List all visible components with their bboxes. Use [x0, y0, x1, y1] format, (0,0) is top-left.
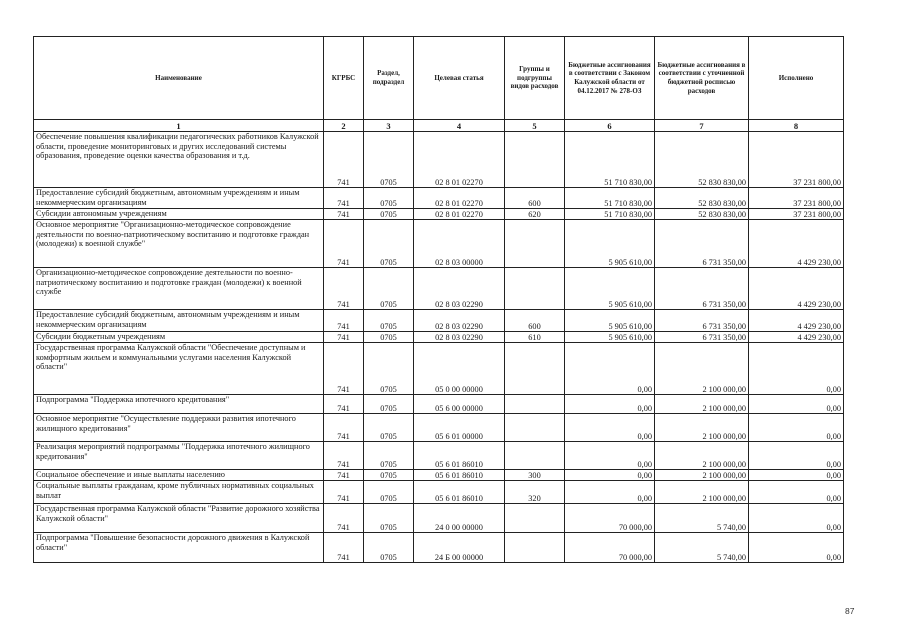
budget-execution-table: [33, 36, 844, 563]
row-budget-refined: 5 740,00: [655, 533, 749, 563]
row-budget-law: 5 905 610,00: [565, 220, 655, 268]
row-executed: 4 429 230,00: [749, 332, 844, 343]
row-section: 0705: [364, 470, 414, 481]
col-header-kgrbs: КГРБС: [324, 37, 364, 120]
row-budget-law: 0,00: [565, 442, 655, 470]
row-executed: 0,00: [749, 481, 844, 504]
row-section: 0705: [364, 343, 414, 395]
row-section: 0705: [364, 310, 414, 332]
table-row: [34, 332, 844, 343]
col-header-section: Раздел, подраздел: [364, 37, 414, 120]
row-budget-law: 5 905 610,00: [565, 332, 655, 343]
row-executed: 0,00: [749, 504, 844, 533]
row-target-article: 24 Б 00 00000: [414, 533, 505, 563]
table-row: [34, 442, 844, 470]
row-target-article: 05 6 01 86010: [414, 442, 505, 470]
column-number: 8: [749, 120, 844, 132]
row-name: Подпрограмма "Повышение безопасности дорожного движения в Калужской области": [34, 533, 324, 563]
row-budget-law: 70 000,00: [565, 533, 655, 563]
col-header-executed: Исполнено: [749, 37, 844, 120]
row-expense-group: [505, 533, 565, 563]
row-target-article: 05 6 00 00000: [414, 395, 505, 414]
row-kgrbs: 741: [324, 414, 364, 442]
row-section: 0705: [364, 132, 414, 188]
row-target-article: 02 8 01 02270: [414, 209, 505, 220]
row-budget-law: 0,00: [565, 414, 655, 442]
row-executed: 37 231 800,00: [749, 188, 844, 209]
row-name: Социальные выплаты гражданам, кроме публичных нормативных социальных выплат: [34, 481, 324, 504]
row-name: Подпрограмма "Поддержка ипотечного кредитования": [34, 395, 324, 414]
row-name: Предоставление субсидий бюджетным, автономным учреждениям и иным некоммерческим организациям: [34, 310, 324, 332]
row-kgrbs: 741: [324, 268, 364, 310]
row-expense-group: [505, 268, 565, 310]
row-expense-group: 320: [505, 481, 565, 504]
row-expense-group: [505, 442, 565, 470]
row-kgrbs: 741: [324, 470, 364, 481]
row-kgrbs: 741: [324, 395, 364, 414]
row-kgrbs: 741: [324, 132, 364, 188]
row-name: Основное мероприятие "Организационно-методическое сопровождение деятельности по военно-патриотическому воспитанию и подготовке граждан (молодежи) к военной службе": [34, 220, 324, 268]
row-executed: 4 429 230,00: [749, 310, 844, 332]
row-target-article: 24 0 00 00000: [414, 504, 505, 533]
row-budget-refined: 52 830 830,00: [655, 188, 749, 209]
row-section: 0705: [364, 188, 414, 209]
column-number: 2: [324, 120, 364, 132]
row-kgrbs: 741: [324, 481, 364, 504]
row-budget-refined: 2 100 000,00: [655, 414, 749, 442]
row-executed: 0,00: [749, 442, 844, 470]
table-row: [34, 268, 844, 310]
row-expense-group: 300: [505, 470, 565, 481]
table-row: [34, 533, 844, 563]
row-name: Социальное обеспечение и иные выплаты населению: [34, 470, 324, 481]
table-row: [34, 188, 844, 209]
row-expense-group: [505, 220, 565, 268]
page-number: 87: [845, 606, 855, 616]
row-executed: 0,00: [749, 414, 844, 442]
row-executed: 0,00: [749, 343, 844, 395]
row-budget-refined: 6 731 350,00: [655, 220, 749, 268]
row-budget-refined: 2 100 000,00: [655, 481, 749, 504]
row-expense-group: [505, 395, 565, 414]
row-section: 0705: [364, 209, 414, 220]
row-expense-group: [505, 414, 565, 442]
table-row: [34, 504, 844, 533]
col-header-budget-law: Бюджетные ассигнования в соответствии с Законом Калужской области от 04.12.2017 № 278-ОЗ: [565, 37, 655, 120]
row-budget-refined: 5 740,00: [655, 504, 749, 533]
row-budget-refined: 52 830 830,00: [655, 209, 749, 220]
row-kgrbs: 741: [324, 220, 364, 268]
column-number: 3: [364, 120, 414, 132]
row-budget-refined: 2 100 000,00: [655, 343, 749, 395]
row-budget-refined: 2 100 000,00: [655, 395, 749, 414]
row-target-article: 02 8 03 00000: [414, 220, 505, 268]
row-budget-law: 51 710 830,00: [565, 209, 655, 220]
row-section: 0705: [364, 533, 414, 563]
row-section: 0705: [364, 332, 414, 343]
row-expense-group: 600: [505, 188, 565, 209]
col-header-name: Наименование: [34, 37, 324, 120]
row-expense-group: [505, 343, 565, 395]
row-budget-refined: 6 731 350,00: [655, 268, 749, 310]
table-row: [34, 220, 844, 268]
row-budget-law: 70 000,00: [565, 504, 655, 533]
column-number: 5: [505, 120, 565, 132]
row-expense-group: 610: [505, 332, 565, 343]
header-row: [34, 37, 844, 120]
row-name: Обеспечение повышения квалификации педагогических работников Калужской области, проведение мониторинговых и других исследований системы образования, проведение оценки качества образования и т.д.: [34, 132, 324, 188]
row-target-article: 02 8 03 02290: [414, 310, 505, 332]
row-budget-law: 51 710 830,00: [565, 188, 655, 209]
table-row: [34, 132, 844, 188]
row-target-article: 05 6 01 86010: [414, 481, 505, 504]
row-budget-refined: 52 830 830,00: [655, 132, 749, 188]
row-budget-refined: 6 731 350,00: [655, 310, 749, 332]
row-budget-refined: 2 100 000,00: [655, 470, 749, 481]
row-expense-group: [505, 504, 565, 533]
row-section: 0705: [364, 268, 414, 310]
column-number: 6: [565, 120, 655, 132]
row-kgrbs: 741: [324, 533, 364, 563]
table-row: [34, 481, 844, 504]
column-number-row: [34, 120, 844, 132]
row-target-article: 02 8 01 02270: [414, 132, 505, 188]
row-executed: 0,00: [749, 470, 844, 481]
row-section: 0705: [364, 504, 414, 533]
row-target-article: 05 6 01 00000: [414, 414, 505, 442]
row-budget-refined: 2 100 000,00: [655, 442, 749, 470]
table-row: [34, 414, 844, 442]
row-name: Государственная программа Калужской области "Обеспечение доступным и комфортным жильем и коммунальными услугами населения Калужской области": [34, 343, 324, 395]
col-header-target: Целевая статья: [414, 37, 505, 120]
row-target-article: 02 8 03 02290: [414, 332, 505, 343]
row-kgrbs: 741: [324, 209, 364, 220]
table-row: [34, 343, 844, 395]
row-section: 0705: [364, 481, 414, 504]
row-kgrbs: 741: [324, 188, 364, 209]
row-name: Государственная программа Калужской области "Развитие дорожного хозяйства Калужской области": [34, 504, 324, 533]
row-kgrbs: 741: [324, 332, 364, 343]
row-section: 0705: [364, 395, 414, 414]
row-budget-law: 5 905 610,00: [565, 268, 655, 310]
row-name: Субсидии автономным учреждениям: [34, 209, 324, 220]
table-row: [34, 395, 844, 414]
row-budget-law: 5 905 610,00: [565, 310, 655, 332]
row-expense-group: [505, 132, 565, 188]
row-executed: 37 231 800,00: [749, 209, 844, 220]
row-executed: 4 429 230,00: [749, 220, 844, 268]
column-number: 4: [414, 120, 505, 132]
row-budget-law: 0,00: [565, 481, 655, 504]
row-name: Организационно-методическое сопровождение деятельности по военно-патриотическому воспитанию и подготовке граждан (молодежи) к военной службе: [34, 268, 324, 310]
row-section: 0705: [364, 220, 414, 268]
table-row: [34, 209, 844, 220]
row-expense-group: 620: [505, 209, 565, 220]
row-target-article: 05 0 00 00000: [414, 343, 505, 395]
row-kgrbs: 741: [324, 343, 364, 395]
row-budget-law: 0,00: [565, 343, 655, 395]
row-budget-law: 0,00: [565, 395, 655, 414]
row-kgrbs: 741: [324, 504, 364, 533]
table-body: [34, 132, 844, 563]
col-header-groups: Группы и подгруппы видов расходов: [505, 37, 565, 120]
column-number: 1: [34, 120, 324, 132]
row-budget-law: 51 710 830,00: [565, 132, 655, 188]
col-header-budget-refined: Бюджетные ассигнования в соответствии с уточненной бюджетной росписью расходов: [655, 37, 749, 120]
row-name: Реализация мероприятий подпрограммы "Поддержка ипотечного жилищного кредитования": [34, 442, 324, 470]
row-kgrbs: 741: [324, 310, 364, 332]
row-budget-law: 0,00: [565, 470, 655, 481]
row-name: Субсидии бюджетным учреждениям: [34, 332, 324, 343]
row-name: Предоставление субсидий бюджетным, автономным учреждениям и иным некоммерческим организациям: [34, 188, 324, 209]
row-kgrbs: 741: [324, 442, 364, 470]
row-section: 0705: [364, 414, 414, 442]
column-number: 7: [655, 120, 749, 132]
row-executed: 37 231 800,00: [749, 132, 844, 188]
row-executed: 4 429 230,00: [749, 268, 844, 310]
row-expense-group: 600: [505, 310, 565, 332]
row-executed: 0,00: [749, 533, 844, 563]
row-budget-refined: 6 731 350,00: [655, 332, 749, 343]
row-name: Основное мероприятие "Осуществление поддержки развития ипотечного жилищного кредитования": [34, 414, 324, 442]
row-executed: 0,00: [749, 395, 844, 414]
row-target-article: 02 8 01 02270: [414, 188, 505, 209]
table-row: [34, 310, 844, 332]
table-row: [34, 470, 844, 481]
row-section: 0705: [364, 442, 414, 470]
row-target-article: 02 8 03 02290: [414, 268, 505, 310]
row-target-article: 05 6 01 86010: [414, 470, 505, 481]
